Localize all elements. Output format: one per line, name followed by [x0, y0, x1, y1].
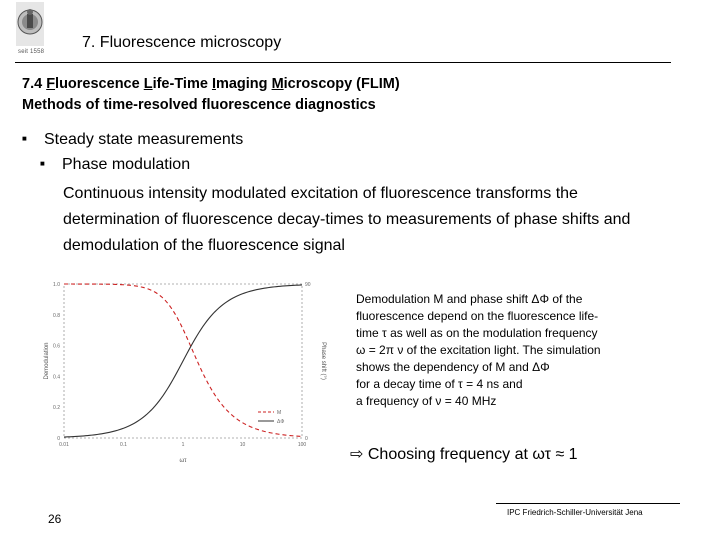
y-left-tick-label: 0.6 — [53, 343, 60, 350]
y-right-tick-label: 90 — [305, 282, 311, 288]
x-tick-label: 1 — [181, 442, 185, 448]
square-bullet-icon: ■ — [22, 134, 27, 143]
title-initial-l: L — [143, 76, 153, 92]
right-arrow-icon: ⇨ — [350, 446, 364, 463]
body-paragraph — [63, 181, 713, 259]
y-axis-right-label-text: Phase shift (°) — [320, 342, 326, 380]
demodulation-phase-chart — [18, 270, 330, 466]
conclusion-text: Choosing frequency at ωτ ≈ 1 — [367, 446, 578, 463]
tick-group — [53, 282, 311, 448]
description-line: for a decay time of τ = 4 ns and — [356, 377, 523, 391]
section-title — [22, 74, 400, 94]
description-line: shows the dependency of M and ΔΦ — [356, 360, 550, 374]
curve-group — [64, 284, 302, 437]
y-left-tick-label: 0.8 — [53, 312, 60, 319]
conclusion — [350, 444, 578, 464]
chart-legend — [258, 410, 284, 425]
title-part: icroscopy (FLIM) — [283, 76, 400, 92]
section-subtitle: Methods of time-resolved fluorescence diagnostics — [22, 97, 376, 113]
bullet-level1-text: Steady state measurements — [44, 131, 244, 148]
y-axis-left-label-text: Demodulation — [44, 342, 50, 380]
bullet-level2-text: Phase modulation — [62, 156, 191, 173]
header-title: 7. Fluorescence microscopy — [82, 34, 282, 51]
legend-label: M — [277, 410, 282, 416]
title-part: 7.4 — [22, 76, 47, 92]
title-part: maging — [215, 76, 272, 92]
y-axis-left-label — [44, 342, 50, 379]
title-initial-m: M — [271, 76, 284, 92]
x-axis-label: ωτ — [179, 458, 187, 464]
y-right-tick-label: 0 — [305, 436, 308, 442]
x-tick-label: 10 — [239, 442, 246, 448]
series-line-phase — [64, 285, 302, 437]
body-line: demodulation of the fluorescence signal — [63, 237, 345, 254]
description-line: ω = 2π ν of the excitation light. The simulation — [356, 343, 601, 357]
y-left-tick-label: 0 — [57, 436, 60, 442]
x-tick-label: 0.01 — [59, 442, 69, 448]
description-line: Demodulation M and phase shift ΔΦ of the — [356, 292, 583, 306]
chart-description — [356, 291, 656, 410]
title-initial-f: F — [46, 76, 56, 92]
bullet-level1 — [22, 131, 243, 149]
description-line: a frequency of ν = 40 MHz — [356, 394, 497, 408]
square-bullet-icon: ■ — [40, 159, 45, 168]
page-number: 26 — [48, 512, 62, 526]
body-line: determination of fluorescence decay-times to measurements of phase shifts and — [63, 211, 631, 228]
title-part: luorescence — [55, 76, 144, 92]
body-line: Continuous intensity modulated excitation of fluorescence transforms the — [63, 185, 578, 202]
header-divider — [15, 62, 671, 63]
title-initial-i: I — [211, 76, 216, 92]
title-part: ife-Time — [152, 76, 212, 92]
description-line: time τ as well as on the modulation frequency — [356, 326, 598, 340]
university-seal-logo — [16, 2, 44, 46]
logo-caption: seit 1558 — [18, 49, 45, 55]
y-left-tick-label: 0.4 — [53, 374, 60, 381]
legend-label: ΔΦ — [277, 419, 285, 425]
footer-organization: IPC Friedrich-Schiller-Universität Jena — [507, 508, 643, 517]
x-tick-label: 0.1 — [120, 442, 127, 448]
x-tick-label: 100 — [297, 442, 307, 448]
bullet-level2 — [40, 156, 190, 174]
footer-divider — [496, 503, 680, 504]
y-left-tick-label: 0.2 — [53, 405, 60, 412]
description-line: fluorescence depend on the fluorescence life- — [356, 309, 599, 323]
y-left-tick-label: 1.0 — [53, 282, 60, 288]
chart-svg — [18, 270, 330, 466]
y-axis-right-label — [320, 342, 326, 380]
